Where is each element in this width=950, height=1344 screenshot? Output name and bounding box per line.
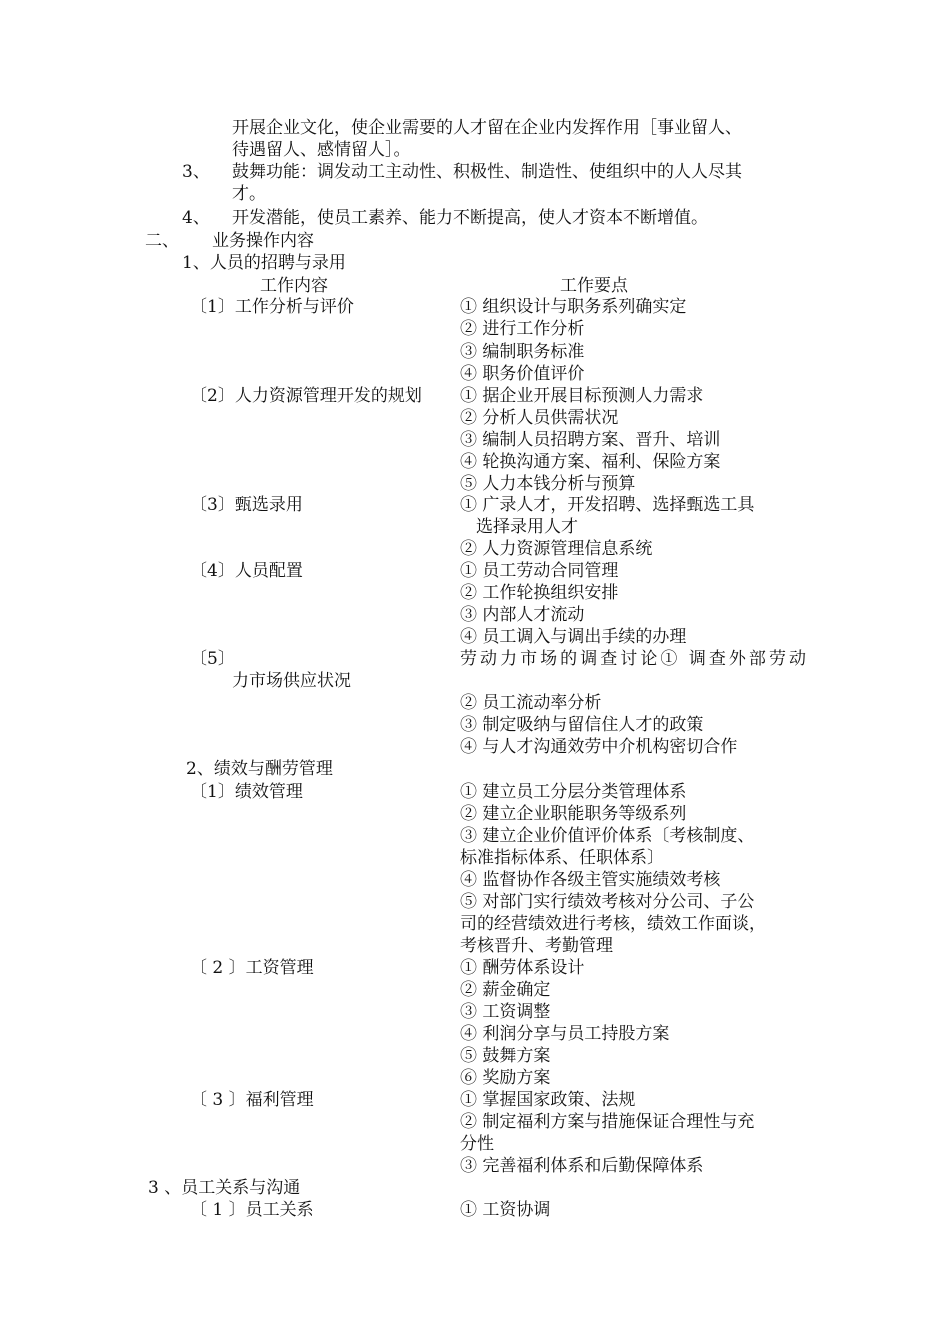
task-point: ④ 职务价值评价: [460, 364, 585, 384]
task-point: ③ 建立企业价值评价体系〔考核制度、: [460, 826, 755, 846]
task-point: ④ 与人才沟通效劳中介机构密切合作: [460, 737, 738, 757]
task-point: ① 据企业开展目标预测人力需求: [460, 386, 704, 406]
item-text: 鼓舞功能：调发动工主动性、积极性、制造性、使组织中的人人尽其: [232, 162, 742, 182]
task-point: ① 员工劳动合同管理: [460, 561, 619, 581]
task-point: ④ 员工调入与调出手续的办理: [460, 627, 687, 647]
item-text: 才。: [232, 184, 266, 204]
task-point: ② 人力资源管理信息系统: [460, 539, 653, 559]
task-label: 力市场供应状况: [232, 671, 351, 691]
task-point: ④ 轮换沟通方案、福利、保险方案: [460, 452, 721, 472]
task-label: 〔1〕绩效管理: [190, 782, 303, 802]
task-point: ③ 编制人员招聘方案、晋升、培训: [460, 430, 721, 450]
section-title: 业务操作内容: [212, 231, 314, 251]
task-label: 〔5〕: [190, 649, 235, 669]
task-point: ② 员工流动率分析: [460, 693, 602, 713]
task-label: 〔3〕甄选录用: [190, 495, 303, 515]
task-point: ④ 利润分享与员工持股方案: [460, 1024, 670, 1044]
task-point: 司的经营绩效进行考核，绩效工作面谈，: [460, 914, 766, 934]
task-point: 劳动力市场的调查讨论① 调查外部劳动: [460, 649, 806, 669]
task-point: ② 制定福利方案与措施保证合理性与充: [460, 1112, 755, 1132]
task-point: ③ 完善福利体系和后勤保障体系: [460, 1156, 704, 1176]
subsection-heading: 1、人员的招聘与录用: [182, 253, 346, 273]
task-point: ① 工资协调: [460, 1200, 551, 1220]
task-point: ② 薪金确定: [460, 980, 551, 1000]
task-point: 选择录用人才: [476, 517, 578, 537]
task-point: ③ 制定吸纳与留信住人才的政策: [460, 715, 704, 735]
task-point: ③ 编制职务标准: [460, 342, 585, 362]
task-label: 〔2〕人力资源管理开发的规划: [190, 386, 422, 406]
task-point: ⑤ 鼓舞方案: [460, 1046, 551, 1066]
item-number: 4、: [182, 208, 210, 228]
task-point: ① 掌握国家政策、法规: [460, 1090, 636, 1110]
task-label: 〔 3 〕福利管理: [190, 1090, 314, 1110]
section-number: 二、: [145, 231, 179, 251]
item-number: 3、: [182, 162, 210, 182]
task-point: 考核晋升、考勤管理: [460, 936, 613, 956]
task-point: ③ 内部人才流动: [460, 605, 585, 625]
subsection-heading: 2、绩效与酬劳管理: [186, 759, 333, 779]
task-point: ② 进行工作分析: [460, 319, 585, 339]
task-point: ⑥ 奖励方案: [460, 1068, 551, 1088]
task-point: ③ 工资调整: [460, 1002, 551, 1022]
column-header-content: 工作内容: [260, 276, 328, 296]
task-label: 〔1〕工作分析与评价: [190, 297, 354, 317]
task-point: ② 分析人员供需状况: [460, 408, 619, 428]
intro-line: 开展企业文化，使企业需要的人才留在企业内发挥作用［事业留人、: [232, 118, 742, 138]
column-header-points: 工作要点: [560, 276, 628, 296]
task-point: ② 工作轮换组织安排: [460, 583, 619, 603]
task-label: 〔 2 〕工资管理: [190, 958, 314, 978]
task-point: ① 建立员工分层分类管理体系: [460, 782, 687, 802]
subsection-heading: 3 、员工关系与沟通: [148, 1178, 301, 1198]
task-point: ① 酬劳体系设计: [460, 958, 585, 978]
task-point: 分性: [460, 1134, 494, 1154]
task-point: 标准指标体系、任职体系〕: [460, 848, 664, 868]
task-point: ① 广录人才，开发招聘、选择甄选工具: [460, 495, 755, 515]
task-label: 〔 1 〕员工关系: [190, 1200, 314, 1220]
task-point: ⑤ 对部门实行绩效考核对分公司、子公: [460, 892, 755, 912]
intro-line: 待遇留人、感情留人］。: [232, 140, 411, 160]
task-point: ④ 监督协作各级主管实施绩效考核: [460, 870, 721, 890]
task-point: ② 建立企业职能职务等级系列: [460, 804, 687, 824]
task-label: 〔4〕人员配置: [190, 561, 303, 581]
item-text: 开发潜能，使员工素养、能力不断提高，使人才资本不断增值。: [232, 208, 708, 228]
task-point: ① 组织设计与职务系列确实定: [460, 297, 687, 317]
task-point: ⑤ 人力本钱分析与预算: [460, 474, 636, 494]
